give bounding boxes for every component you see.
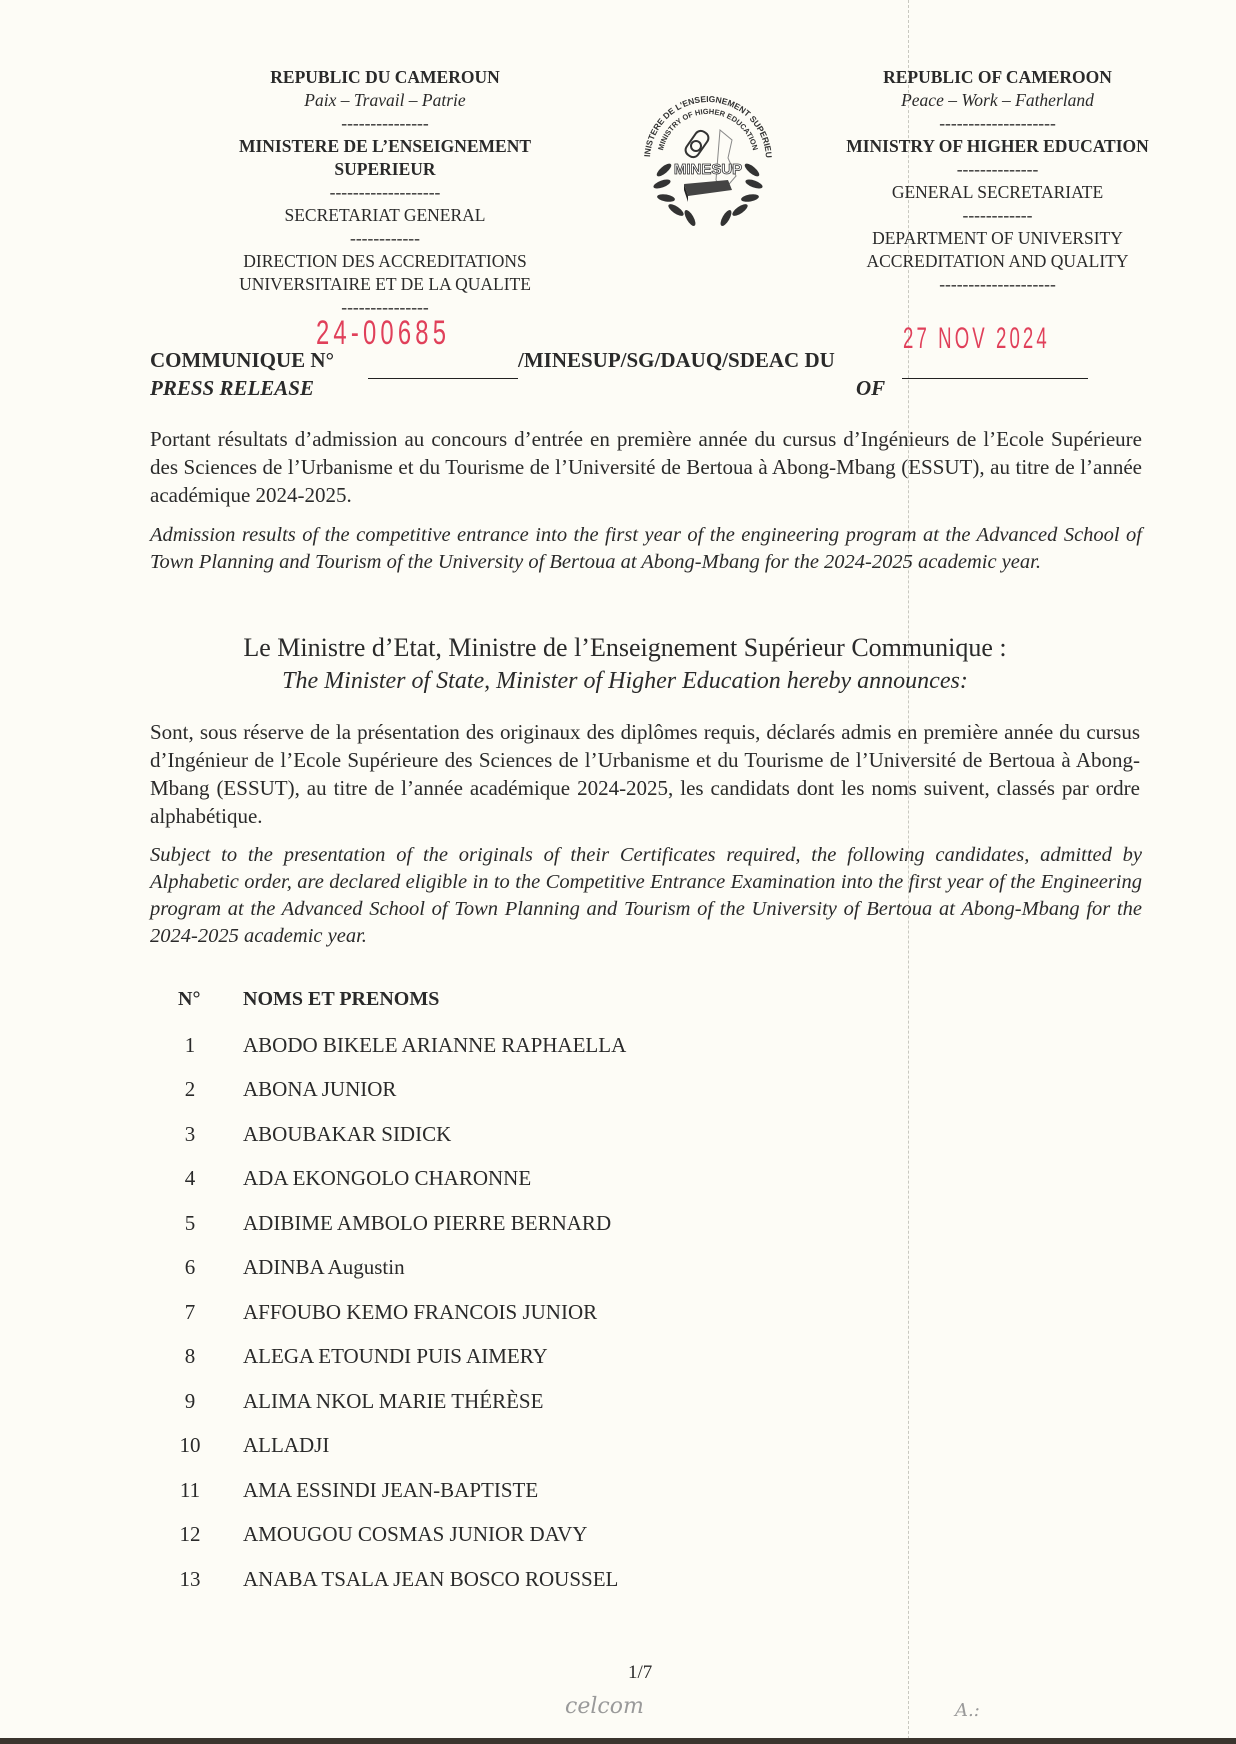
- candidate-name: ADA EKONGOLO CHARONNE: [243, 1166, 532, 1190]
- candidate-number: 5: [184, 1211, 196, 1235]
- announcement-english: The Minister of State, Minister of Higher Education hereby announces:: [282, 668, 968, 694]
- candidate-number: 9: [184, 1389, 196, 1413]
- candidate-name: ALIMA NKOL MARIE THÉRÈSE: [243, 1389, 544, 1413]
- motto-en: Peace – Work – Fatherland: [901, 90, 1094, 110]
- candidate-name: ABODO BIKELE ARIANNE RAPHAELLA: [243, 1033, 627, 1057]
- header-left-french: [185, 66, 585, 319]
- department-en-2: ACCREDITATION AND QUALITY: [866, 251, 1129, 271]
- candidate-number: 10: [179, 1433, 201, 1457]
- header-right-english: [800, 66, 1195, 296]
- separator: --------------------: [939, 113, 1056, 133]
- motto-fr: Paix – Travail – Patrie: [304, 90, 466, 110]
- ministry-name-fr: MINISTERE DE L’ENSEIGNEMENT: [238, 136, 532, 156]
- separator: --------------: [956, 159, 1039, 179]
- separator: --------------------: [939, 274, 1056, 294]
- candidate-number: 2: [184, 1077, 196, 1101]
- scan-bottom-edge: [0, 1738, 1236, 1744]
- handwritten-note-right: A.:: [955, 1700, 980, 1721]
- country-name-fr: REPUBLIC DU CAMEROUN: [270, 67, 500, 87]
- handwritten-note-left: celcom: [565, 1694, 644, 1719]
- department-en: DEPARTMENT OF UNIVERSITY: [872, 228, 1123, 248]
- separator: ------------: [350, 228, 420, 248]
- country-name-en: REPUBLIC OF CAMEROON: [883, 67, 1112, 87]
- of-label: OF: [856, 376, 886, 400]
- secretariat-fr: SECRETARIAT GENERAL: [284, 205, 486, 225]
- candidate-name: AMA ESSINDI JEAN-BAPTISTE: [243, 1478, 539, 1502]
- body-english: Subject to the presentation of the originals of their Certificates required, the following candidates, admitted by Alphabetic order, are declared eligible in to the Competitive Entrance Examination into the first year of the Engineering program at the Advanced School of Town Planning and Tourism of the University of Bertoua at Abong-Mbang for the 2024-2025 academic year.: [150, 844, 1142, 947]
- minesup-logo: [628, 80, 788, 240]
- candidate-name: ALEGA ETOUNDI PUIS AIMERY: [243, 1344, 548, 1368]
- logo-ring-text-en: MINISTRY OF HIGHER EDUCATION: [656, 106, 760, 152]
- column-header-number: N°: [178, 988, 201, 1010]
- separator: -------------------: [329, 182, 441, 202]
- candidate-name: AFFOUBO KEMO FRANCOIS JUNIOR: [243, 1300, 598, 1324]
- subject-french: Portant résultats d’admission au concours d’entrée en première année du cursus d’Ingénieurs de l’Ecole Supérieure des Sciences de l’Urbanisme et du Tourisme de l’Université de Bertoua à Abong-Mbang (ESSUT), au titre de l’année académique 2024-2025.: [150, 427, 1142, 507]
- body-french: Sont, sous réserve de la présentation des originaux des diplômes requis, déclarés admis en première année du cursus d’Ingénieur de l’Ecole Supérieure des Sciences de l’Urbanisme et du Tourisme de l’Université de Bertoua à Abong-Mbang (ESSUT), au titre de l’année académique 2024-2025, les candidats dont les noms suivent, classés par ordre alphabétique.: [150, 720, 1140, 828]
- ministry-name-en: MINISTRY OF HIGHER EDUCATION: [846, 136, 1149, 156]
- logo-ring-text-fr: INISTERE DE L'ENSEIGNEMENT SUPERIEU: [642, 93, 775, 159]
- candidate-number: 12: [179, 1522, 201, 1546]
- candidate-name: ABONA JUNIOR: [243, 1077, 397, 1101]
- date-stamp: 27 NOV 2024: [903, 322, 1050, 355]
- candidate-name: ALLADJI: [243, 1433, 330, 1457]
- secretariat-en: GENERAL SECRETARIATE: [891, 182, 1104, 202]
- candidate-number: 4: [184, 1166, 196, 1190]
- direction-fr-2: UNIVERSITAIRE ET DE LA QUALITE: [239, 274, 531, 294]
- candidate-number: 7: [184, 1300, 196, 1324]
- candidate-name: ABOUBAKAR SIDICK: [243, 1122, 452, 1146]
- communique-number-blank: [368, 360, 518, 379]
- candidate-number: 8: [184, 1344, 196, 1368]
- page-number: 1/7: [628, 1662, 653, 1683]
- announcement-french: Le Ministre d’Etat, Ministre de l’Enseignement Supérieur Communique :: [243, 633, 1007, 662]
- separator: ---------------: [341, 297, 429, 317]
- logo-center-text: MINESUP: [673, 161, 743, 178]
- candidate-number: 11: [179, 1478, 201, 1502]
- separator: ---------------: [341, 113, 429, 133]
- subject-english: Admission results of the competitive entrance into the first year of the engineering program at the Advanced School of Town Planning and Tourism of the University of Bertoua at Abong-Mbang for the 2024-2025 academic year.: [150, 524, 1142, 573]
- column-header-name: NOMS ET PRENOMS: [243, 988, 440, 1010]
- candidate-number: 6: [184, 1255, 196, 1279]
- direction-fr: DIRECTION DES ACCREDITATIONS: [243, 251, 527, 271]
- candidate-number: 1: [184, 1033, 196, 1057]
- candidate-name: AMOUGOU COSMAS JUNIOR DAVY: [243, 1522, 588, 1546]
- communique-number-stamp: 24-00685: [316, 314, 451, 352]
- date-blank: [902, 360, 1088, 379]
- candidate-number: 3: [184, 1122, 196, 1146]
- minesup-emblem-icon: [628, 80, 788, 240]
- communique-label: COMMUNIQUE N°: [150, 348, 334, 372]
- candidate-name: ADINBA Augustin: [243, 1255, 405, 1279]
- ministry-name-fr-2: SUPERIEUR: [334, 159, 436, 179]
- candidate-name: ADIBIME AMBOLO PIERRE BERNARD: [243, 1211, 612, 1235]
- separator: ------------: [962, 205, 1033, 225]
- candidate-name: ANABA TSALA JEAN BOSCO ROUSSEL: [243, 1567, 619, 1591]
- press-release-label: PRESS RELEASE: [150, 376, 314, 400]
- candidate-number: 13: [179, 1567, 201, 1591]
- reference-code: /MINESUP/SG/DAUQ/SDEAC DU: [518, 348, 835, 372]
